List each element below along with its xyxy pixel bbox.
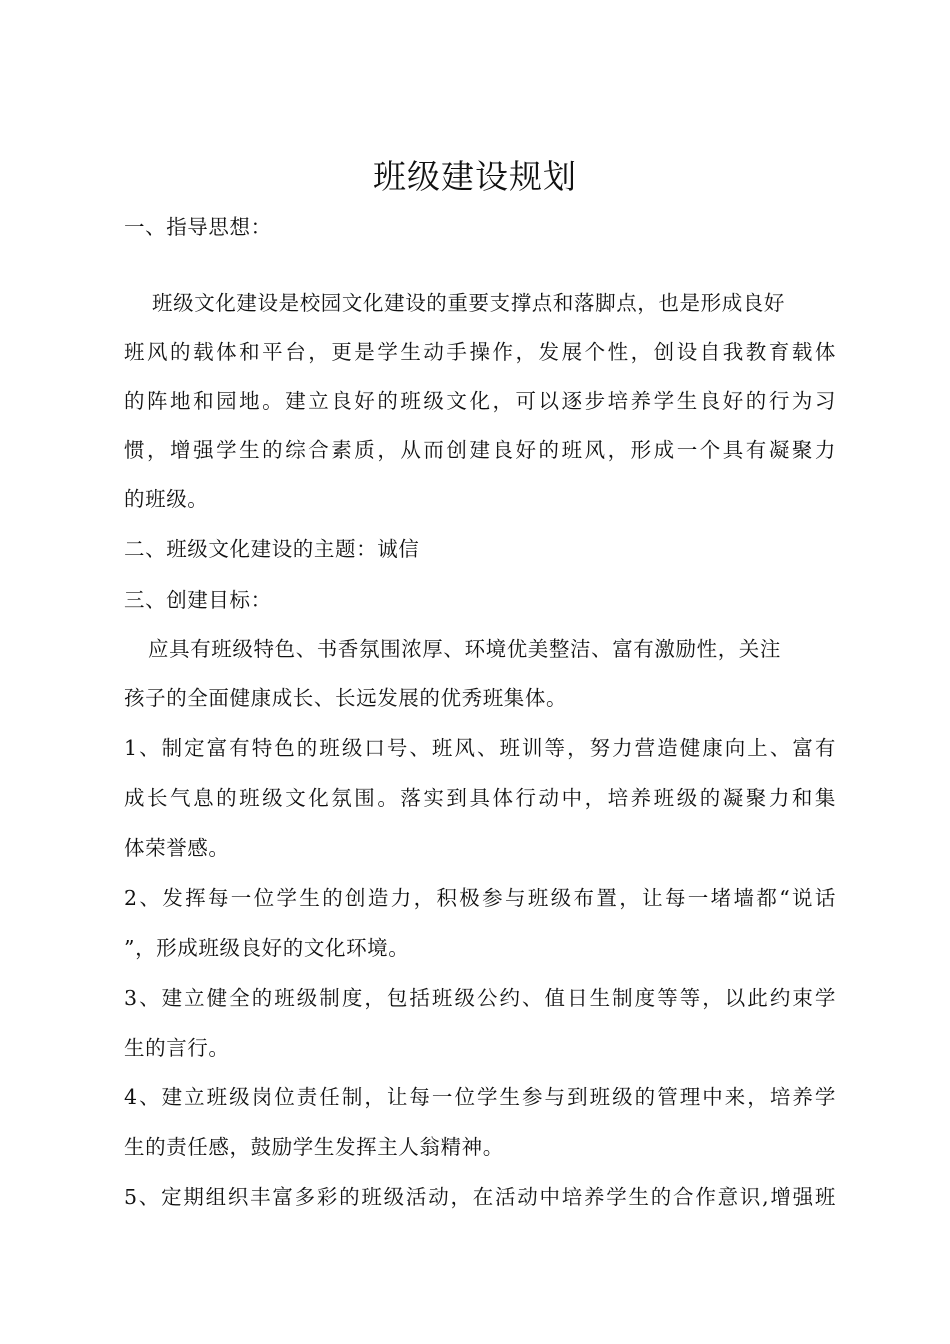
list-item-3-line: 生的言行。 [124,1036,230,1060]
paragraph-line: 孩子的全面健康成长、长远发展的优秀班集体。 [124,686,568,710]
list-item-1-line: 成长气息的班级文化氛围。落实到具体行动中，培养班级的凝聚力和集 [124,786,836,810]
list-item-3-line: 3、建立健全的班级制度，包括班级公约、值日生制度等等，以此约束学 [124,986,836,1010]
paragraph-line: 班风的载体和平台，更是学生动手操作，发展个性，创设自我教育载体 [124,340,836,364]
paragraph-line: 的班级。 [124,487,209,511]
paragraph-line: 的阵地和园地。建立良好的班级文化，可以逐步培养学生良好的行为习 [124,389,836,413]
section-heading-guiding-ideology: 一、指导思想： [124,215,272,239]
list-item-5-line: 5、定期组织丰富多彩的班级活动，在活动中培养学生的合作意识,增强班 [124,1185,836,1209]
paragraph-line: 应具有班级特色、书香氛围浓厚、环境优美整洁、富有激励性，关注 [148,637,781,661]
list-item-2-line: ”，形成班级良好的文化环境。 [124,936,410,960]
section-heading-theme: 二、班级文化建设的主题：诚信 [124,537,420,561]
list-item-4-line: 生的责任感，鼓励学生发挥主人翁精神。 [124,1135,504,1159]
section-heading-goals: 三、创建目标： [124,588,272,612]
list-item-4-line: 4、建立班级岗位责任制，让每一位学生参与到班级的管理中来，培养学 [124,1085,836,1109]
paragraph-line: 惯，增强学生的综合素质，从而创建良好的班风，形成一个具有凝聚力 [124,438,836,462]
list-item-2-line: 2、发挥每一位学生的创造力，积极参与班级布置，让每一堵墙都“说话 [124,886,836,910]
paragraph-line: 班级文化建设是校园文化建设的重要支撑点和落脚点，也是形成良好 [152,291,785,315]
document-title: 班级建设规划 [373,157,577,196]
list-item-1-line: 1、制定富有特色的班级口号、班风、班训等，努力营造健康向上、富有 [124,736,836,760]
list-item-1-line: 体荣誉感。 [124,836,230,860]
